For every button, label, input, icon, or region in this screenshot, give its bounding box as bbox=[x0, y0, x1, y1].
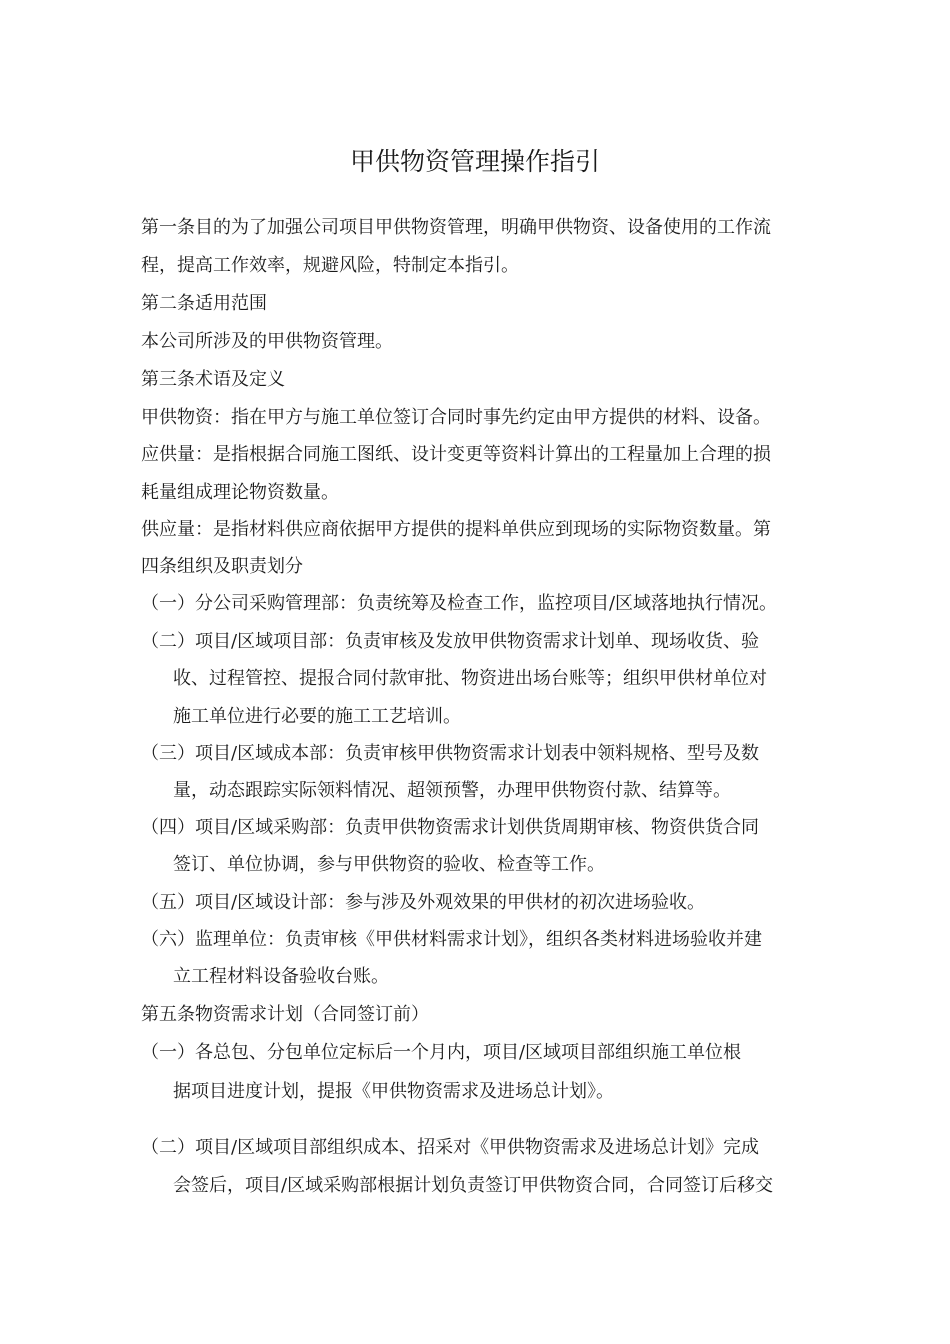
list-item: （五）项目/区域设计部：参与涉及外观效果的甲供材的初次进场验收。 bbox=[141, 892, 706, 913]
list-item: （二）项目/区域项目部组织成本、招采对《甲供物资需求及进场总计划》完成 bbox=[141, 1137, 760, 1158]
list-item: （一）各总包、分包单位定标后一个月内，项目/区域项目部组织施工单位根 bbox=[141, 1042, 742, 1063]
list-item: （四）项目/区域采购部：负责甲供物资需求计划供货周期审核、物资供货合同 bbox=[141, 817, 760, 838]
list-item: （一）分公司采购管理部：负责统筹及检查工作，监控项目/区域落地执行情况。 bbox=[141, 593, 778, 614]
section-heading: 四条组织及职责划分 bbox=[141, 556, 303, 577]
list-item-continuation: 会签后，项目/区域采购部根据计划负责签订甲供物资合同，合同签订后移交 bbox=[173, 1175, 774, 1196]
list-item-continuation: 施工单位进行必要的施工工艺培训。 bbox=[173, 706, 461, 727]
paragraph-line: 应供量：是指根据合同施工图纸、设计变更等资料计算出的工程量加上合理的损 bbox=[141, 444, 771, 465]
section-heading: 第三条术语及定义 bbox=[141, 369, 285, 390]
paragraph-line: 供应量：是指材料供应商依据甲方提供的提料单供应到现场的实际物资数量。第 bbox=[141, 519, 771, 540]
list-item-continuation: 签订、单位协调，参与甲供物资的验收、检查等工作。 bbox=[173, 854, 605, 875]
list-item: （三）项目/区域成本部：负责审核甲供物资需求计划表中领料规格、型号及数 bbox=[141, 743, 760, 764]
paragraph-line: 甲供物资：指在甲方与施工单位签订合同时事先约定由甲方提供的材料、设备。 bbox=[141, 407, 771, 428]
list-item-continuation: 收、过程管控、提报合同付款审批、物资进出场台账等；组织甲供材单位对 bbox=[173, 668, 767, 689]
paragraph-line: 程，提高工作效率，规避风险，特制定本指引。 bbox=[141, 255, 519, 276]
paragraph-line: 本公司所涉及的甲供物资管理。 bbox=[141, 331, 393, 352]
list-item: （六）监理单位：负责审核《甲供材料需求计划》，组织各类材料进场验收并建 bbox=[141, 929, 762, 950]
list-item: （二）项目/区域项目部：负责审核及发放甲供物资需求计划单、现场收货、验 bbox=[141, 631, 760, 652]
list-item-continuation: 量，动态跟踪实际领料情况、超领预警，办理甲供物资付款、结算等。 bbox=[173, 780, 731, 801]
document-title: 甲供物资管理操作指引 bbox=[349, 147, 600, 176]
list-item-continuation: 据项目进度计划，提报《甲供物资需求及进场总计划》。 bbox=[173, 1081, 614, 1102]
list-item-continuation: 立工程材料设备验收台账。 bbox=[173, 966, 389, 987]
paragraph-line: 第一条目的为了加强公司项目甲供物资管理，明确甲供物资、设备使用的工作流 bbox=[141, 217, 771, 238]
section-heading: 第二条适用范围 bbox=[141, 293, 267, 314]
paragraph-line: 耗量组成理论物资数量。 bbox=[141, 482, 339, 503]
section-heading: 第五条物资需求计划（合同签订前） bbox=[141, 1004, 429, 1025]
